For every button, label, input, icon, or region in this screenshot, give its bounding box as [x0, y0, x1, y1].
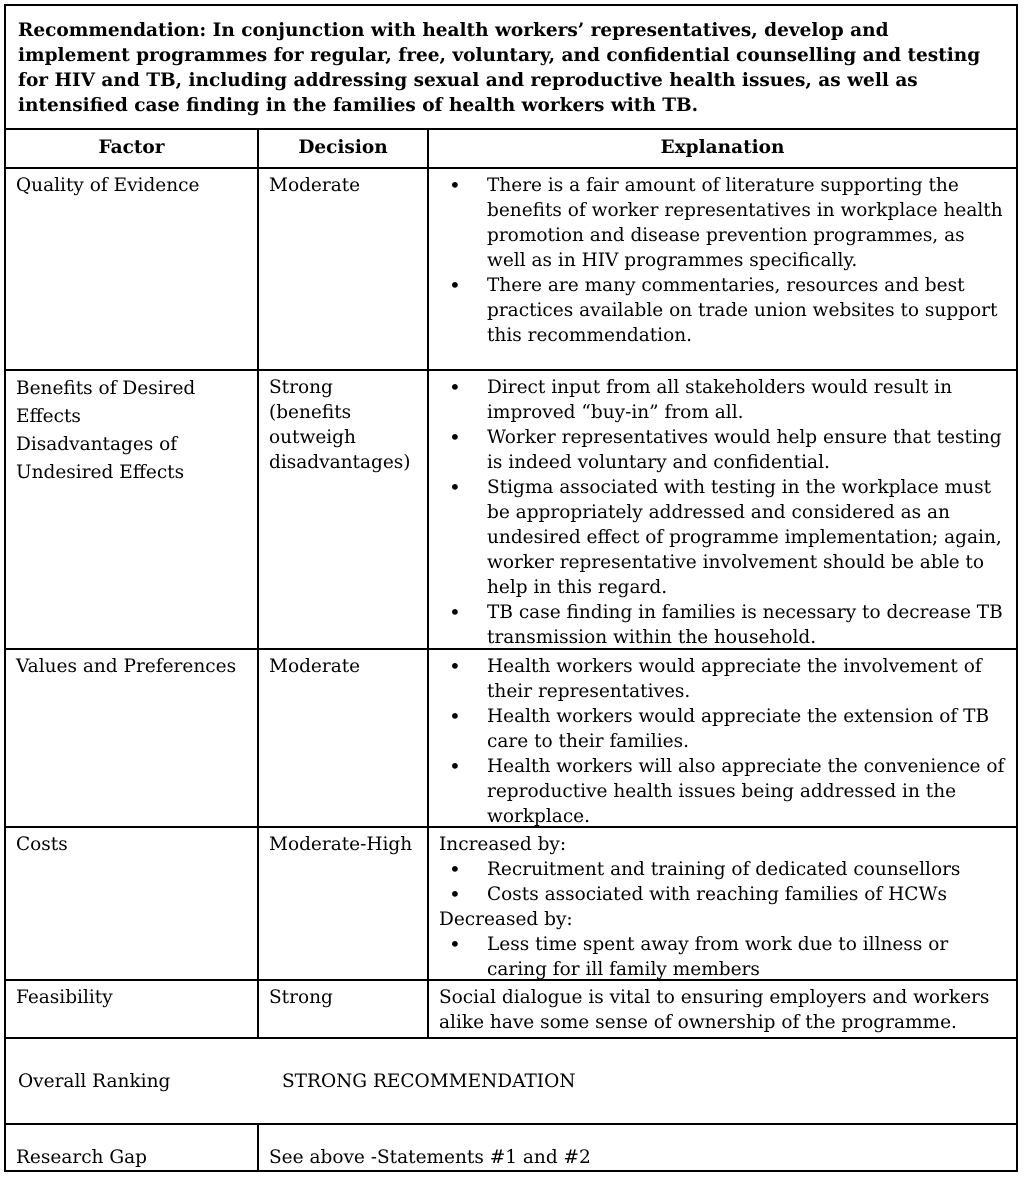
research-gap-label: Research Gap [6, 1125, 259, 1170]
table-row-quality-of-evidence [6, 169, 1016, 371]
table-row-costs [6, 828, 1016, 981]
decision-cell: Moderate [259, 169, 429, 369]
explanation-cell [429, 371, 1016, 648]
factor-cell: Quality of Evidence [6, 169, 259, 369]
decision-cell: Strong [259, 981, 429, 1037]
factor-cell: Feasibility [6, 981, 259, 1037]
explanation-bullet: • Stigma associated with testing in the workplace must be appropriately addressed and considered as an undesired effect of programme implementation; again, worker representative involvement should be able to help in this regard. [439, 475, 1006, 600]
factor-cell: Values and Preferences [6, 650, 259, 826]
decision-cell: Moderate-High [259, 828, 429, 979]
overall-ranking-label: Overall Ranking [18, 1071, 171, 1092]
explanation-bullet: • There are many commentaries, resources and best practices available on trade union websites to support this recommendation. [439, 273, 1006, 348]
header-explanation: Explanation [660, 137, 785, 158]
recommendation-table [4, 4, 1018, 1172]
decision-cell: Strong (benefits outweigh disadvantages) [259, 371, 429, 648]
table-row-feasibility [6, 981, 1016, 1039]
explanation-bullet: • There is a fair amount of literature supporting the benefits of worker representatives in workplace health promotion and disease prevention programmes, as well as in HIV programmes specifically. [439, 173, 1006, 273]
explanation-cell [429, 828, 1016, 979]
explanation-bullet: • TB case finding in families is necessary to decrease TB transmission within the household. [439, 600, 1006, 650]
overall-ranking-row [6, 1039, 1016, 1125]
explanation-bullet: • Health workers would appreciate the extension of TB care to their families. [439, 704, 1006, 754]
factor-benefits: Benefits of Desired Effects [16, 378, 196, 427]
decreased-by-label: Decreased by: [439, 909, 573, 930]
factor-cell [6, 371, 259, 648]
research-gap-row [6, 1125, 1016, 1170]
table-row-benefits-disadvantages [6, 371, 1016, 650]
increased-by-label: Increased by: [439, 834, 567, 855]
explanation-bullet: • Health workers will also appreciate the convenience of reproductive health issues being addressed in the workplace. [439, 754, 1006, 829]
explanation-bullet: • Worker representatives would help ensure that testing is indeed voluntary and confidential. [439, 425, 1006, 475]
explanation-bullet: • Costs associated with reaching families of HCWs [439, 882, 1006, 907]
overall-ranking-value: STRONG RECOMMENDATION [282, 1071, 576, 1092]
research-gap-value: See above -Statements #1 and #2 [269, 1147, 591, 1168]
explanation-bullet: • Health workers would appreciate the involvement of their representatives. [439, 654, 1006, 704]
factor-disadvantages: Disadvantages of Undesired Effects [16, 434, 185, 483]
decision-cell: Moderate [259, 650, 429, 826]
explanation-cell [429, 650, 1016, 826]
header-decision: Decision [259, 130, 429, 167]
explanation-cell [429, 169, 1016, 369]
explanation-cell: Social dialogue is vital to ensuring employers and workers alike have some sense of ownership of the programme. [439, 987, 990, 1033]
explanation-bullet: • Less time spent away from work due to illness or caring for ill family members [439, 932, 1006, 982]
explanation-bullet: • Recruitment and training of dedicated counsellors [439, 857, 1006, 882]
table-header-row [6, 130, 1016, 169]
recommendation-statement: Recommendation: In conjunction with health workers’ representatives, develop and implement programmes for regular, free, voluntary, and confidential counselling and testing for HIV and TB, including addressing sexual and reproductive health issues, as well as intensified case finding in the families of health workers with TB. [6, 6, 1016, 130]
explanation-bullet: • Direct input from all stakeholders would result in improved “buy-in” from all. [439, 375, 1006, 425]
factor-cell: Costs [6, 828, 259, 979]
overall-ranking-cell [6, 1039, 1016, 1123]
table-row-values-preferences [6, 650, 1016, 828]
header-factor: Factor [6, 130, 259, 167]
